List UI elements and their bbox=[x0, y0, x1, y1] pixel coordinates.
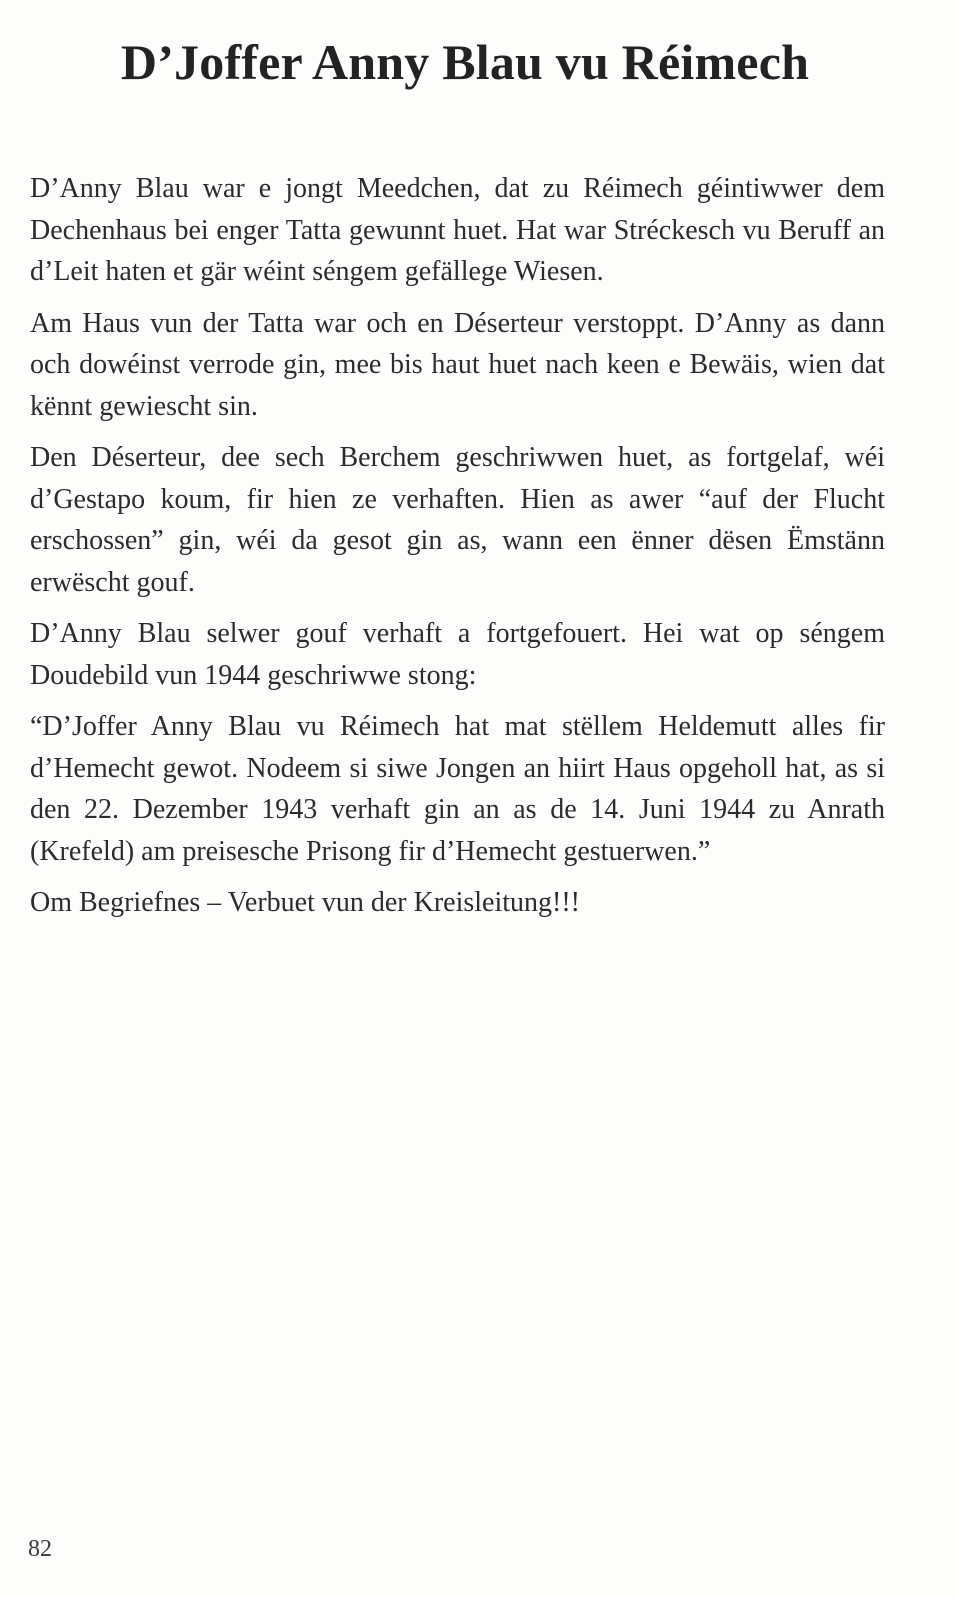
paragraph-1: D’Anny Blau war e jongt Meedchen, dat zu Réimech géintiwwer dem Dechenhaus bei enger Tatta gewunnt huet. Hat war Stréckesch vu Beruff an d’Leit haten et gär wéint séngem gefällege Wiesen. bbox=[30, 173, 885, 287]
paragraph-4: D’Anny Blau selwer gouf verhaft a fortgefouert. Hei wat op séngem Doudebild vun 1944 geschriwwe stong: bbox=[30, 618, 885, 691]
paragraph-3: Den Déserteur, dee sech Berchem geschriwwen huet, as fortgelaf, wéi d’Gestapo koum, fir hien ze verhaften. Hien as awer “auf der Flucht erschossen” gin, wéi da gesot gin as, wann een ënner dësen Ëmstänn erwëscht gouf. bbox=[30, 442, 885, 598]
paragraph-2: Am Haus vun der Tatta war och en Déserteur verstoppt. D’Anny as dann och dowéinst verrode gin, mee bis haut huet nach keen e Bewäis, wien dat kënnt gewiescht sin. bbox=[30, 307, 885, 422]
body-text bbox=[30, 168, 885, 934]
paragraph-quote: “D’Joffer Anny Blau vu Réimech hat mat stëllem Heldemutt alles fir d’Hemecht gewot. Nodeem si siwe Jongen an hiirt Haus opgeholl hat, as si den 22. Dezember 1943 verhaft gin an as de 14. Juni 1944 zu Anrath (Krefeld) am preisesche Prisong fir d’Hemecht gestuerwen.” bbox=[30, 711, 885, 867]
page-number: 82 bbox=[28, 1536, 52, 1562]
paragraph-6: Om Begriefnes – Verbuet vun der Kreisleitung!!! bbox=[30, 887, 580, 918]
page-title: D’Joffer Anny Blau vu Réimech bbox=[120, 34, 810, 90]
